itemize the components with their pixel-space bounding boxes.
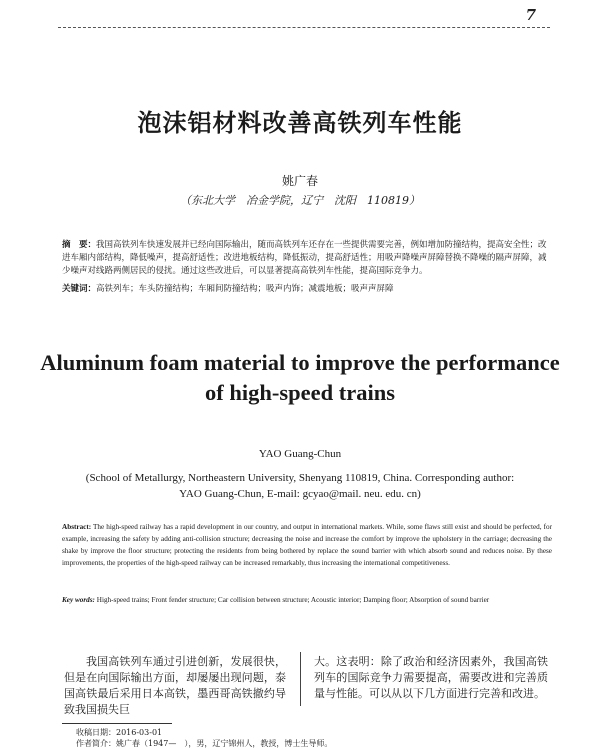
body-text-left-column: 我国高铁列车通过引进创新，发展很快，但是在向国际输出方面，却屡屡出现问题，泰国高铁最后采用日本高铁，墨西哥高铁撤约导致我国损失巨 bbox=[64, 655, 286, 716]
english-abstract bbox=[62, 521, 552, 569]
english-keywords-label: Key words: bbox=[62, 596, 95, 604]
english-keywords bbox=[62, 594, 552, 606]
english-title bbox=[30, 348, 570, 408]
chinese-abstract-label: 摘 要： bbox=[62, 240, 97, 250]
page-number: 7 bbox=[525, 6, 536, 24]
chinese-title: 泡沫铝材料改善高铁列车性能 bbox=[137, 108, 463, 137]
english-abstract-text: The high-speed railway has a rapid development in our country, and output in international markets. While, some flaws still exist and should be perfected, for example, increasing the safety by adding anti-collision structure; decreasing the noise and increase the comfort by improve the upholstery in the carriage; decreasing the shake by improve the floor structure; protecting the residents from being bothered by replace the sound barrier with which absorb sound and reduces noise. By these improvements, the properties of the high-speed railway can be increased remarkably, thus increasing the international competitiveness. bbox=[62, 523, 552, 567]
english-title-line-1: Aluminum foam material to improve the performance bbox=[40, 350, 560, 375]
chinese-author: 姚广春 bbox=[281, 174, 318, 188]
footnote-rule bbox=[62, 723, 172, 724]
chinese-abstract-text: 我国高铁列车快速发展并已经向国际输出，随而高铁列车还存在一些提供需要完善，例如增加防撞结构，提高安全性；改进车厢内部结构，降低噪声，提高舒适性；改进地板结构，降低振动，提高舒适性；用吸声降噪声屏障替换不降噪的隔声屏障，减少噪声对线路两侧居民的侵扰。通过这些改进后，可以显著提高高铁列车性能，提高国际竞争力。 bbox=[62, 240, 547, 276]
body-text-right-column: 大。这表明：除了政治和经济因素外，我国高铁列车的国际竞争力需要提高，需要改进和完善质量与性能。可以从以下几方面进行完善和改进。 bbox=[314, 655, 548, 700]
english-author: YAO Guang-Chun bbox=[258, 448, 342, 460]
footnote bbox=[76, 727, 550, 749]
chinese-keywords-text: 高铁列车；车头防撞结构；车厢间防撞结构；吸声内饰；减震地板；吸声声屏障 bbox=[96, 284, 394, 294]
english-keywords-text: High-speed trains; Front fender structure; Car collision between structure; Acoustic interior; Damping floor; Absorption of sound barrier bbox=[96, 596, 490, 604]
english-affiliation bbox=[66, 470, 534, 502]
footnote-author-bio: 作者简介：姚广春（1947— ），男，辽宁锦州人，教授，博士生导师。 bbox=[76, 739, 333, 748]
english-affiliation-line-2: YAO Guang-Chun, E-mail: gcyao@mail. neu. edu. cn) bbox=[179, 488, 421, 500]
chinese-affiliation: （东北大学 冶金学院，辽宁 沈阳 110819） bbox=[180, 194, 420, 207]
english-title-line-2: of high-speed trains bbox=[204, 380, 396, 405]
english-affiliation-line-1: (School of Metallurgy, Northeastern University, Shenyang 110819, China. Corresponding author: bbox=[85, 472, 515, 484]
footnote-received: 收稿日期：2016-03-01 bbox=[76, 728, 163, 737]
chinese-keywords-label: 关键词： bbox=[62, 284, 97, 294]
header-rule bbox=[58, 27, 550, 28]
chinese-keywords bbox=[62, 283, 550, 296]
column-divider bbox=[300, 652, 301, 706]
chinese-abstract bbox=[62, 239, 550, 278]
english-abstract-label: Abstract: bbox=[62, 523, 92, 531]
